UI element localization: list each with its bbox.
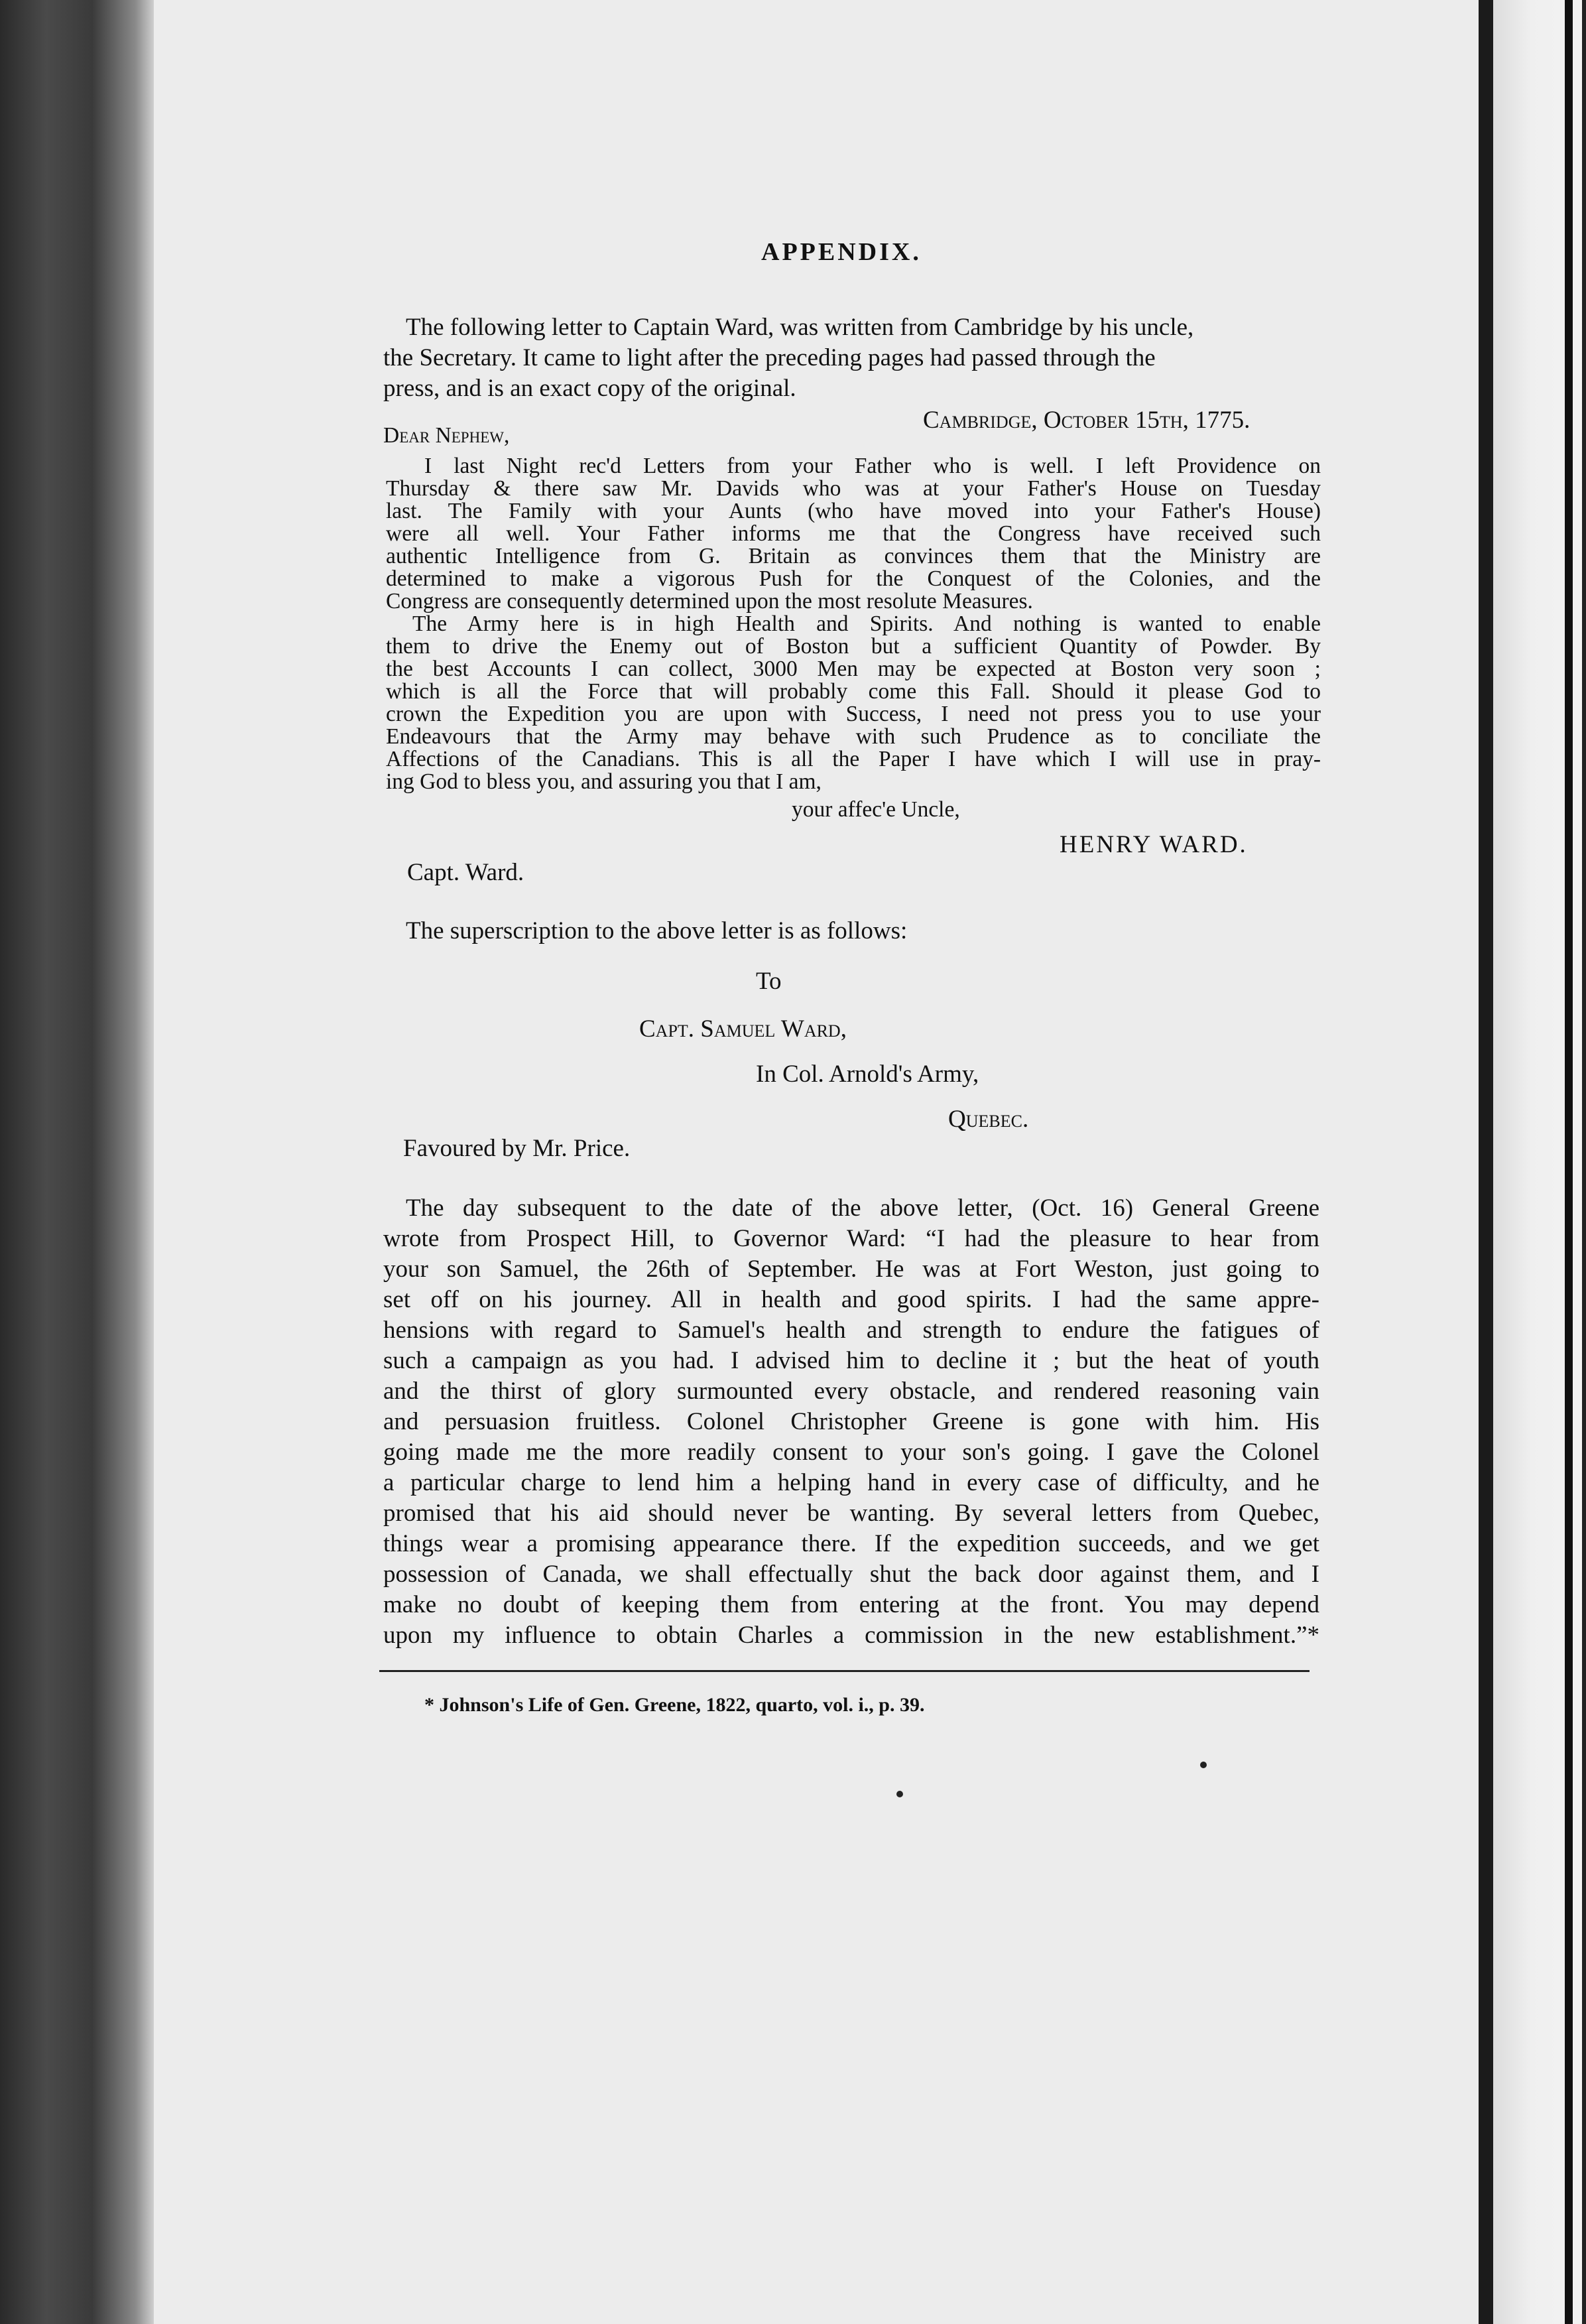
letter-line-13: Endeavours that the Army may behave with such Prudence as to conciliate the xyxy=(386,724,1321,749)
address-to: To xyxy=(756,968,782,995)
letter-line-14: Affections of the Canadians. This is all the Paper I have which I will use in pray- xyxy=(386,747,1321,771)
paragraph-line-6: such a campaign as you had. I advised him to decline it ; but the heat of youth xyxy=(383,1347,1319,1374)
letter-line-11: which is all the Force that will probably come this Fall. Should it please God to xyxy=(386,679,1321,704)
paragraph-line-10: a particular charge to lend him a helping hand in every case of difficulty, and he xyxy=(383,1469,1319,1496)
facing-page-edge xyxy=(1493,0,1586,2324)
ink-speck xyxy=(896,1791,903,1797)
paragraph-line-13: possession of Canada, we shall effectually shut the back door against them, and I xyxy=(383,1561,1319,1588)
address-army: In Col. Arnold's Army, xyxy=(756,1061,979,1088)
paragraph-line-15: upon my influence to obtain Charles a commission in the new establishment.”* xyxy=(383,1622,1319,1649)
page-heading: APPENDIX. xyxy=(761,238,922,266)
superscription-intro: The superscription to the above letter is as follows: xyxy=(406,917,908,944)
letter-line-4: were all well. Your Father informs me that the Congress have received such xyxy=(386,521,1321,546)
letter-addressee: Capt. Ward. xyxy=(407,859,524,886)
paragraph-line-11: promised that his aid should never be wanting. By several letters from Quebec, xyxy=(383,1500,1319,1527)
footnote-divider xyxy=(379,1670,1310,1672)
footnote: * Johnson's Life of Gen. Greene, 1822, quarto, vol. i., p. 39. xyxy=(424,1694,925,1716)
letter-line-3: last. The Family with your Aunts (who have moved into your Father's House) xyxy=(386,499,1321,523)
letter-dateline: Cambridge, October 15th, 1775. xyxy=(923,407,1250,434)
favoured-by: Favoured by Mr. Price. xyxy=(403,1135,631,1162)
letter-closing: your affec'e Uncle, xyxy=(792,797,960,822)
letter-line-2: Thursday & there saw Mr. Davids who was at your Father's House on Tuesday xyxy=(386,476,1321,501)
paragraph-line-2: wrote from Prospect Hill, to Governor Ward: “I had the pleasure to hear from xyxy=(383,1225,1319,1252)
intro-line-3: press, and is an exact copy of the original. xyxy=(383,375,796,402)
paragraph-line-12: things wear a promising appearance there. If the expedition succeeds, and we get xyxy=(383,1530,1319,1557)
letter-line-15: ing God to bless you, and assuring you that I am, xyxy=(386,769,822,794)
paragraph-line-1: The day subsequent to the date of the above letter, (Oct. 16) General Greene xyxy=(406,1194,1319,1222)
letter-salutation: Dear Nephew, xyxy=(383,423,510,448)
address-name: Capt. Samuel Ward, xyxy=(639,1015,847,1043)
paragraph-line-5: hensions with regard to Samuel's health and strength to endure the fatigues of xyxy=(383,1317,1319,1344)
letter-line-7: Congress are consequently determined upon the most resolute Measures. xyxy=(386,589,1033,613)
paragraph-line-4: set off on his journey. All in health and good spirits. I had the same appre- xyxy=(383,1286,1319,1313)
letter-line-1: I last Night rec'd Letters from your Father who is well. I left Providence on xyxy=(424,454,1321,478)
left-binding-edge xyxy=(0,0,154,2324)
intro-line-2: the Secretary. It came to light after the preceding pages had passed through the xyxy=(383,344,1156,371)
letter-line-6: determined to make a vigorous Push for the Conquest of the Colonies, and the xyxy=(386,566,1321,591)
paragraph-line-3: your son Samuel, the 26th of September. He was at Fort Weston, just going to xyxy=(383,1256,1319,1283)
intro-line-1: The following letter to Captain Ward, was written from Cambridge by his uncle, xyxy=(406,314,1194,341)
paragraph-line-8: and persuasion fruitless. Colonel Christopher Greene is gone with him. His xyxy=(383,1408,1319,1435)
letter-line-10: the best Accounts I can collect, 3000 Men may be expected at Boston very soon ; xyxy=(386,657,1321,681)
letter-line-8: The Army here is in high Health and Spirits. And nothing is wanted to enable xyxy=(412,612,1321,636)
letter-line-12: crown the Expedition you are upon with Success, I need not press you to use your xyxy=(386,702,1321,726)
letter-line-5: authentic Intelligence from G. Britain as convinces them that the Ministry are xyxy=(386,544,1321,568)
paragraph-line-14: make no doubt of keeping them from entering at the front. You may depend xyxy=(383,1591,1319,1618)
paragraph-line-7: and the thirst of glory surmounted every obstacle, and rendered reasoning vain xyxy=(383,1378,1319,1405)
ink-speck xyxy=(1200,1762,1207,1768)
address-place: Quebec. xyxy=(948,1106,1029,1133)
right-binding-edge xyxy=(1479,0,1493,2324)
letter-line-9: them to drive the Enemy out of Boston but a sufficient Quantity of Powder. By xyxy=(386,634,1321,659)
letter-signature: HENRY WARD. xyxy=(1060,831,1248,858)
paragraph-line-9: going made me the more readily consent to your son's going. I gave the Colonel xyxy=(383,1439,1319,1466)
